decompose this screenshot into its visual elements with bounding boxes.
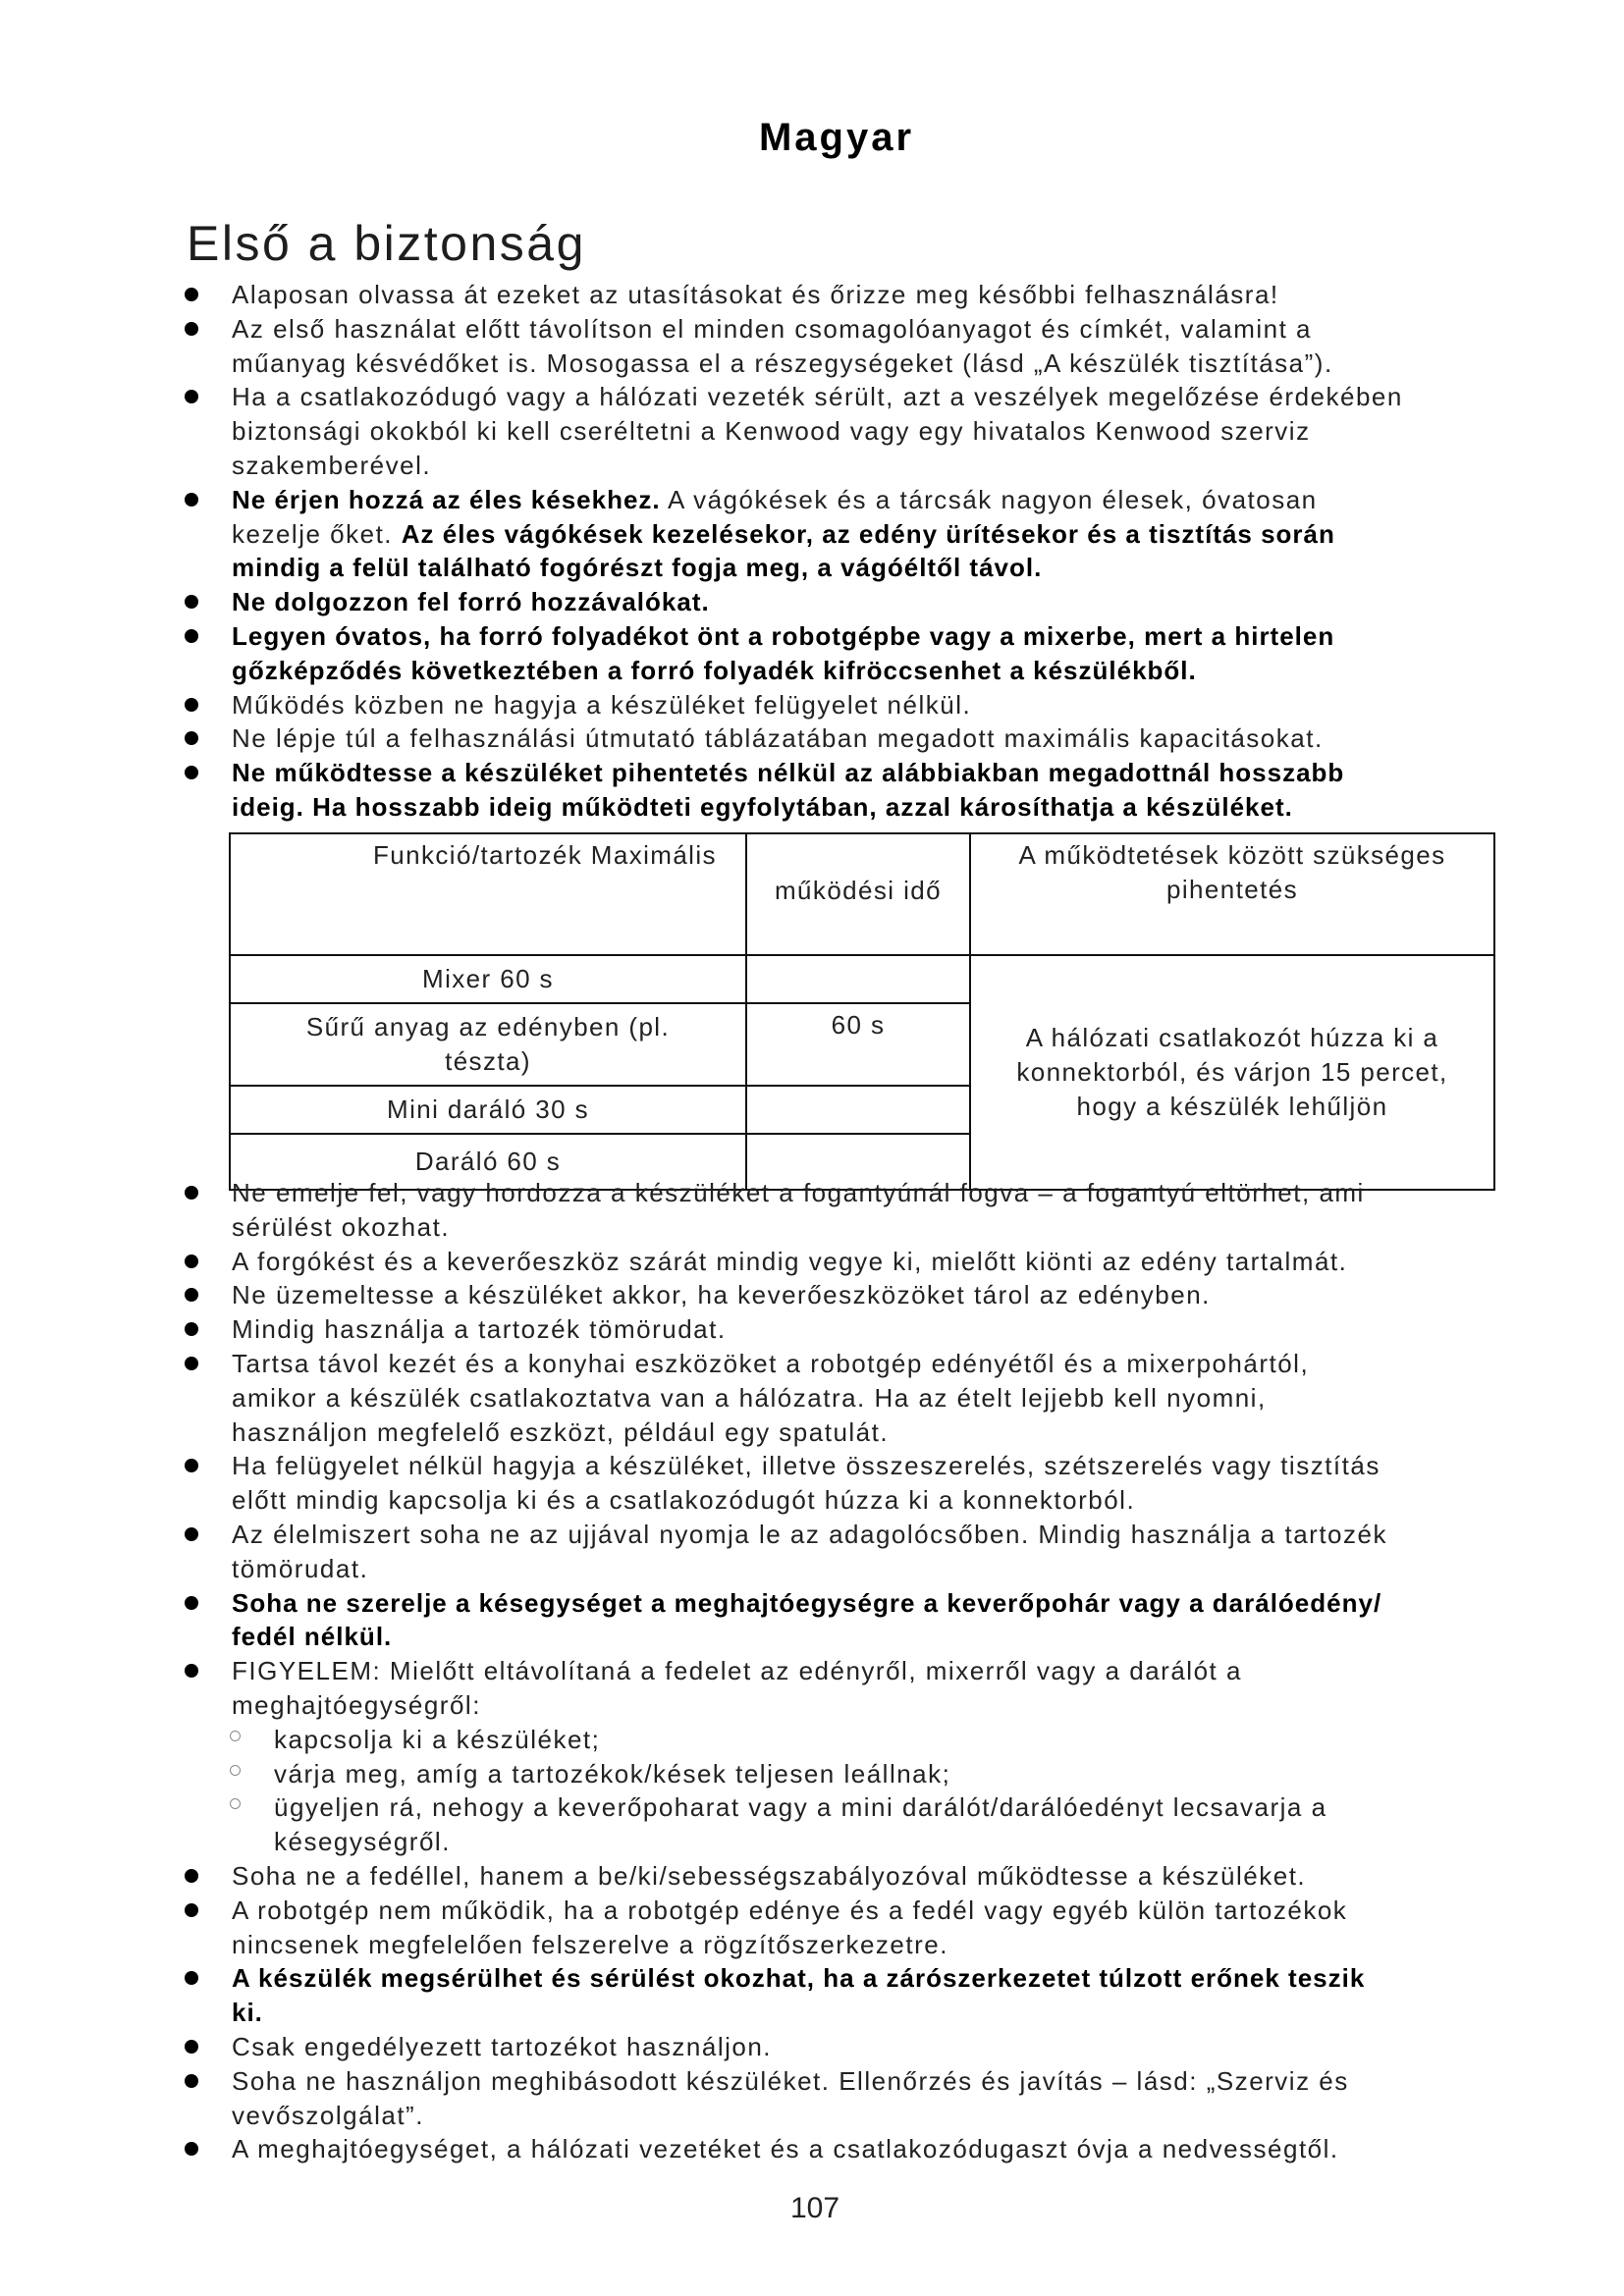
function-cell [230,1086,746,1134]
bullet-icon [185,1322,198,1336]
page-number: 107 [789,2192,840,2224]
text-line [232,517,1538,552]
text-line [232,1654,1538,1688]
body-text: szakemberével. [232,450,432,480]
text-line [232,1278,1538,1312]
body-text: Ne emelje fel, vagy hordozza a készüléket a fogantyúnál fogva – a fogantyú eltörhet, ami [232,1178,1365,1207]
text-line [232,1347,1538,1381]
text-line [232,756,1538,790]
text-line [274,1723,1538,1757]
bullet-item [232,1449,1538,1518]
sub-list [274,1723,1538,1859]
bold-text: mindig a felül található fogórészt fogja meg, a vágóéltől távol. [232,553,1043,583]
text-line [232,721,1538,756]
bullet-item [232,1859,1538,1894]
sub-bullet-item [274,1790,1538,1859]
bullet-icon [185,1255,198,1268]
body-text: Tartsa távol kezét és a konyhai eszközöket a robotgép edényétől és a mixerpohártól, [232,1348,1310,1378]
body-text: Az első használat előtt távolítson el minden csomagolóanyagot és címkét, valamint a [232,313,1313,344]
bullet-icon [185,2040,198,2054]
text-line [232,1620,1538,1654]
text-line [232,551,1538,585]
text-line [274,1825,1538,1859]
text-line [232,1449,1538,1483]
bullet-item [232,2064,1538,2133]
text-line [232,790,1538,825]
time-cell [746,1086,970,1134]
bullet-icon [185,1869,198,1883]
rest-note-cell [970,955,1494,1190]
text-line [232,1381,1538,1415]
bullet-item [232,1278,1538,1312]
text-line [232,2030,1538,2064]
body-text: amikor a készülék csatlakoztatva van a hálózatra. Ha az ételt lejjebb kell nyomni, [232,1382,1267,1413]
body-text: Ne lépje túl a felhasználási útmutató táblázatában megadott maximális kapacitásokat. [232,723,1324,754]
body-text: sérülést okozhat. [232,1211,451,1242]
function-cell [230,955,746,1003]
text-line [232,278,1538,312]
body-text: A vágókések és a tárcsák nagyon élesek, óvatosan [660,484,1318,514]
body-text: Ha felügyelet nélkül hagyja a készüléket, illetve összeszerelés, szétszerelés vagy tisztítás [232,1451,1380,1481]
hollow-bullet-icon [230,1798,241,1809]
bullet-item [232,483,1538,585]
header-function-label: Funkció/tartozék Maximális [373,840,717,870]
header-rest-label: A működtetések között szükséges [1018,840,1446,870]
time-value: 60 s [831,1010,886,1040]
bullet-item [232,688,1538,722]
bullet-item [232,1518,1538,1586]
text-line [232,312,1538,347]
sub-bullet-item [274,1757,1538,1791]
time-cell [746,955,970,1003]
text-line [232,2064,1538,2099]
text-line [232,1210,1538,1245]
text-line [232,1245,1538,1279]
bold-text: Legyen óvatos, ha forró folyadékot önt a robotgépbe vagy a mixerbe, mert a hirtelen [232,620,1335,651]
bullet-item [232,2030,1538,2064]
bullet-icon [185,288,198,301]
body-text: nincsenek megfelelően felszerelve a rögzítőszerkezetre. [232,1929,948,1959]
header-rest-label: pihentetés [1166,875,1298,904]
body-text: biztonsági okokból ki kell cseréltetni a Kenwood vagy egy hivatalos Kenwood szerviz [232,416,1311,447]
bullet-item [232,619,1538,688]
body-text: késegységről. [274,1827,451,1857]
body-text: ügyeljen rá, nehogy a keverőpoharat vagy a mini darálót/darálóedényt lecsavarja a [274,1792,1327,1823]
body-text: Alaposan olvassa át ezeket az utasításokat és őrizze meg későbbi felhasználásra! [232,280,1279,309]
text-line [232,1859,1538,1894]
body-text: Az élelmiszert soha ne az ujjával nyomja le az adagolócsőben. Mindig használja a tartozék [232,1519,1387,1549]
body-text: A forgókést és a keverőeszköz szárát mindig vegye ki, mielőtt kiönti az edény tartalmát. [232,1246,1348,1276]
bold-text: Soha ne szerelje a késegységet a meghajtóegységre a keverőpohár vagy a darálóedény/ [232,1587,1382,1618]
time-cell [746,1003,970,1086]
bold-text: Az éles vágókések kezelésekor, az edény ürítésekor és a tisztítás során [401,518,1335,549]
header-time-label: működési idő [775,876,942,905]
body-text: várja meg, amíg a tartozékok/kések teljesen leállnak; [274,1758,951,1789]
text-line [232,1312,1538,1347]
header-rest-cell [970,833,1494,955]
text-line [232,1518,1538,1552]
bullet-item [232,1176,1538,1245]
bullet-icon [185,629,198,643]
bullet-item [232,585,1538,619]
table-row [230,955,1494,1003]
function-label: Sűrű anyag az edényben (pl. [305,1012,671,1041]
language-heading: Magyar [758,116,915,159]
body-text: Soha ne használjon meghibásodott készüléket. Ellenőrzés és javítás – lásd: „Szerviz és [232,2065,1349,2096]
bullet-item [232,721,1538,756]
bullet-icon [185,1596,198,1610]
body-text: meghajtóegységről: [232,1689,481,1720]
bold-text: ideig. Ha hosszabb ideig működteti egyfolytában, azzal károsíthatja a készüléket. [232,791,1293,822]
text-line [232,1415,1538,1450]
text-line [232,2099,1538,2133]
rest-note-line: A hálózati csatlakozót húzza ki a [1025,1023,1439,1053]
body-text: előtt mindig kapcsolja ki és a csatlakozódugót húzza ki a konnektorból. [232,1485,1136,1516]
text-line [232,1552,1538,1586]
text-line [232,654,1538,688]
text-line [232,380,1538,414]
bullet-icon [185,1186,198,1200]
hollow-bullet-icon [230,1765,241,1776]
text-line [232,585,1538,619]
text-line [232,619,1538,654]
bullet-icon [185,1357,198,1370]
text-line [232,2132,1538,2166]
text-line [232,449,1538,483]
bullet-icon [185,390,198,403]
body-text: Ha a csatlakozódugó vagy a hálózati vezeték sérült, azt a veszélyek megelőzése érdekében [232,382,1403,412]
bullet-icon [185,1664,198,1678]
text-line [232,1996,1538,2030]
bullet-item [232,1586,1538,1655]
function-cell [230,1003,746,1086]
header-time-cell [746,833,970,955]
bullet-icon [185,1288,198,1302]
hollow-bullet-icon [230,1731,241,1741]
bullet-icon [185,1527,198,1541]
body-text: A robotgép nem működik, ha a robotgép edénye és a fedél vagy egyéb külön tartozékok [232,1895,1348,1925]
bullet-icon [185,595,198,609]
bullet-icon [185,766,198,779]
bold-text: gőzképződés következtében a forró folyadék kifröccsenhet a készülékből. [232,655,1197,685]
rest-note-line: konnektorból, és várjon 15 percet, [1016,1057,1448,1088]
function-label: Mini daráló 30 s [387,1095,589,1124]
safety-list-top [232,278,1538,825]
table-header-row [230,833,1494,955]
bullet-icon [185,322,198,336]
function-label: Mixer 60 s [422,964,554,993]
bullet-item [232,1894,1538,1962]
bullet-item [232,1312,1538,1347]
bullet-item [232,756,1538,825]
text-line [232,1176,1538,1210]
body-text: kapcsolja ki a készüléket; [274,1724,601,1754]
bullet-item [232,1654,1538,1859]
rest-note-line: hogy a készülék lehűljön [1076,1091,1388,1121]
bullet-icon [185,2074,198,2088]
bullet-icon [185,1971,198,1985]
text-line [232,1894,1538,1928]
bullet-item [232,278,1538,312]
text-line [232,1688,1538,1723]
body-text: használjon megfelelő eszközt, például egy spatulát. [232,1416,890,1447]
text-line [274,1757,1538,1791]
text-line [232,414,1538,449]
bullet-item [232,1961,1538,2030]
bullet-icon [185,731,198,745]
bullet-item [232,1245,1538,1279]
bullet-icon [185,1459,198,1472]
body-text: kezelje őket. [232,518,402,549]
text-line [232,1961,1538,1996]
bold-text: Ne működtesse a készüléket pihentetés nélkül az alábbiakban megadottnál hosszabb [232,758,1345,788]
body-text: Működés közben ne hagyja a készüléket felügyelet nélkül. [232,689,972,720]
bold-text: ki. [232,1998,263,2028]
body-text: Csak engedélyezett tartozékot használjon. [232,2031,773,2061]
text-line [232,347,1538,381]
function-label: Daráló 60 s [414,1147,562,1176]
body-text: Mindig használja a tartozék tömörudat. [232,1314,727,1345]
text-line [232,1928,1538,1962]
bullet-icon [185,493,198,507]
body-text: vevőszolgálat”. [232,2100,424,2130]
text-line [232,1483,1538,1518]
bold-text: Ne érjen hozzá az éles késekhez. [232,484,661,514]
header-function-cell [230,833,746,955]
text-line [274,1790,1538,1825]
rest-time-table [229,832,1495,1191]
text-line [232,688,1538,722]
bullet-item [232,1347,1538,1449]
bullet-icon [185,2142,198,2156]
bold-text: A készülék megsérülhet és sérülést okozhat, ha a zárószerkezetet túlzott erőnek teszik [232,1963,1366,1994]
body-text: műanyag késvédőket is. Mosogassa el a részegységeket (lásd „A készülék tisztítása”). [232,347,1333,378]
bullet-item [232,2132,1538,2166]
safety-list-bottom [232,1176,1538,2166]
bullet-item [232,380,1538,482]
bold-text: fedél nélkül. [232,1622,393,1652]
body-text: FIGYELEM: Mielőtt eltávolítaná a fedelet az edényről, mixerről vagy a darálót a [232,1656,1242,1686]
function-label: tészta) [445,1046,531,1076]
section-title: Első a biztonság [187,216,586,271]
bullet-icon [185,698,198,712]
body-text: Ne üzemeltesse a készüléket akkor, ha keverőeszközöket tárol az edényben. [232,1280,1211,1310]
bullet-item [232,312,1538,381]
body-text: Soha ne a fedéllel, hanem a be/ki/sebességszabályozóval működtesse a készüléket. [232,1860,1307,1891]
text-line [232,483,1538,517]
bullet-icon [185,1903,198,1917]
body-text: A meghajtóegységet, a hálózati vezetéket és a csatlakozódugaszt óvja a nedvességtől. [232,2134,1339,2164]
text-line [232,1586,1538,1621]
bold-text: Ne dolgozzon fel forró hozzávalókat. [232,587,710,617]
sub-bullet-item [274,1723,1538,1757]
body-text: tömörudat. [232,1553,369,1583]
